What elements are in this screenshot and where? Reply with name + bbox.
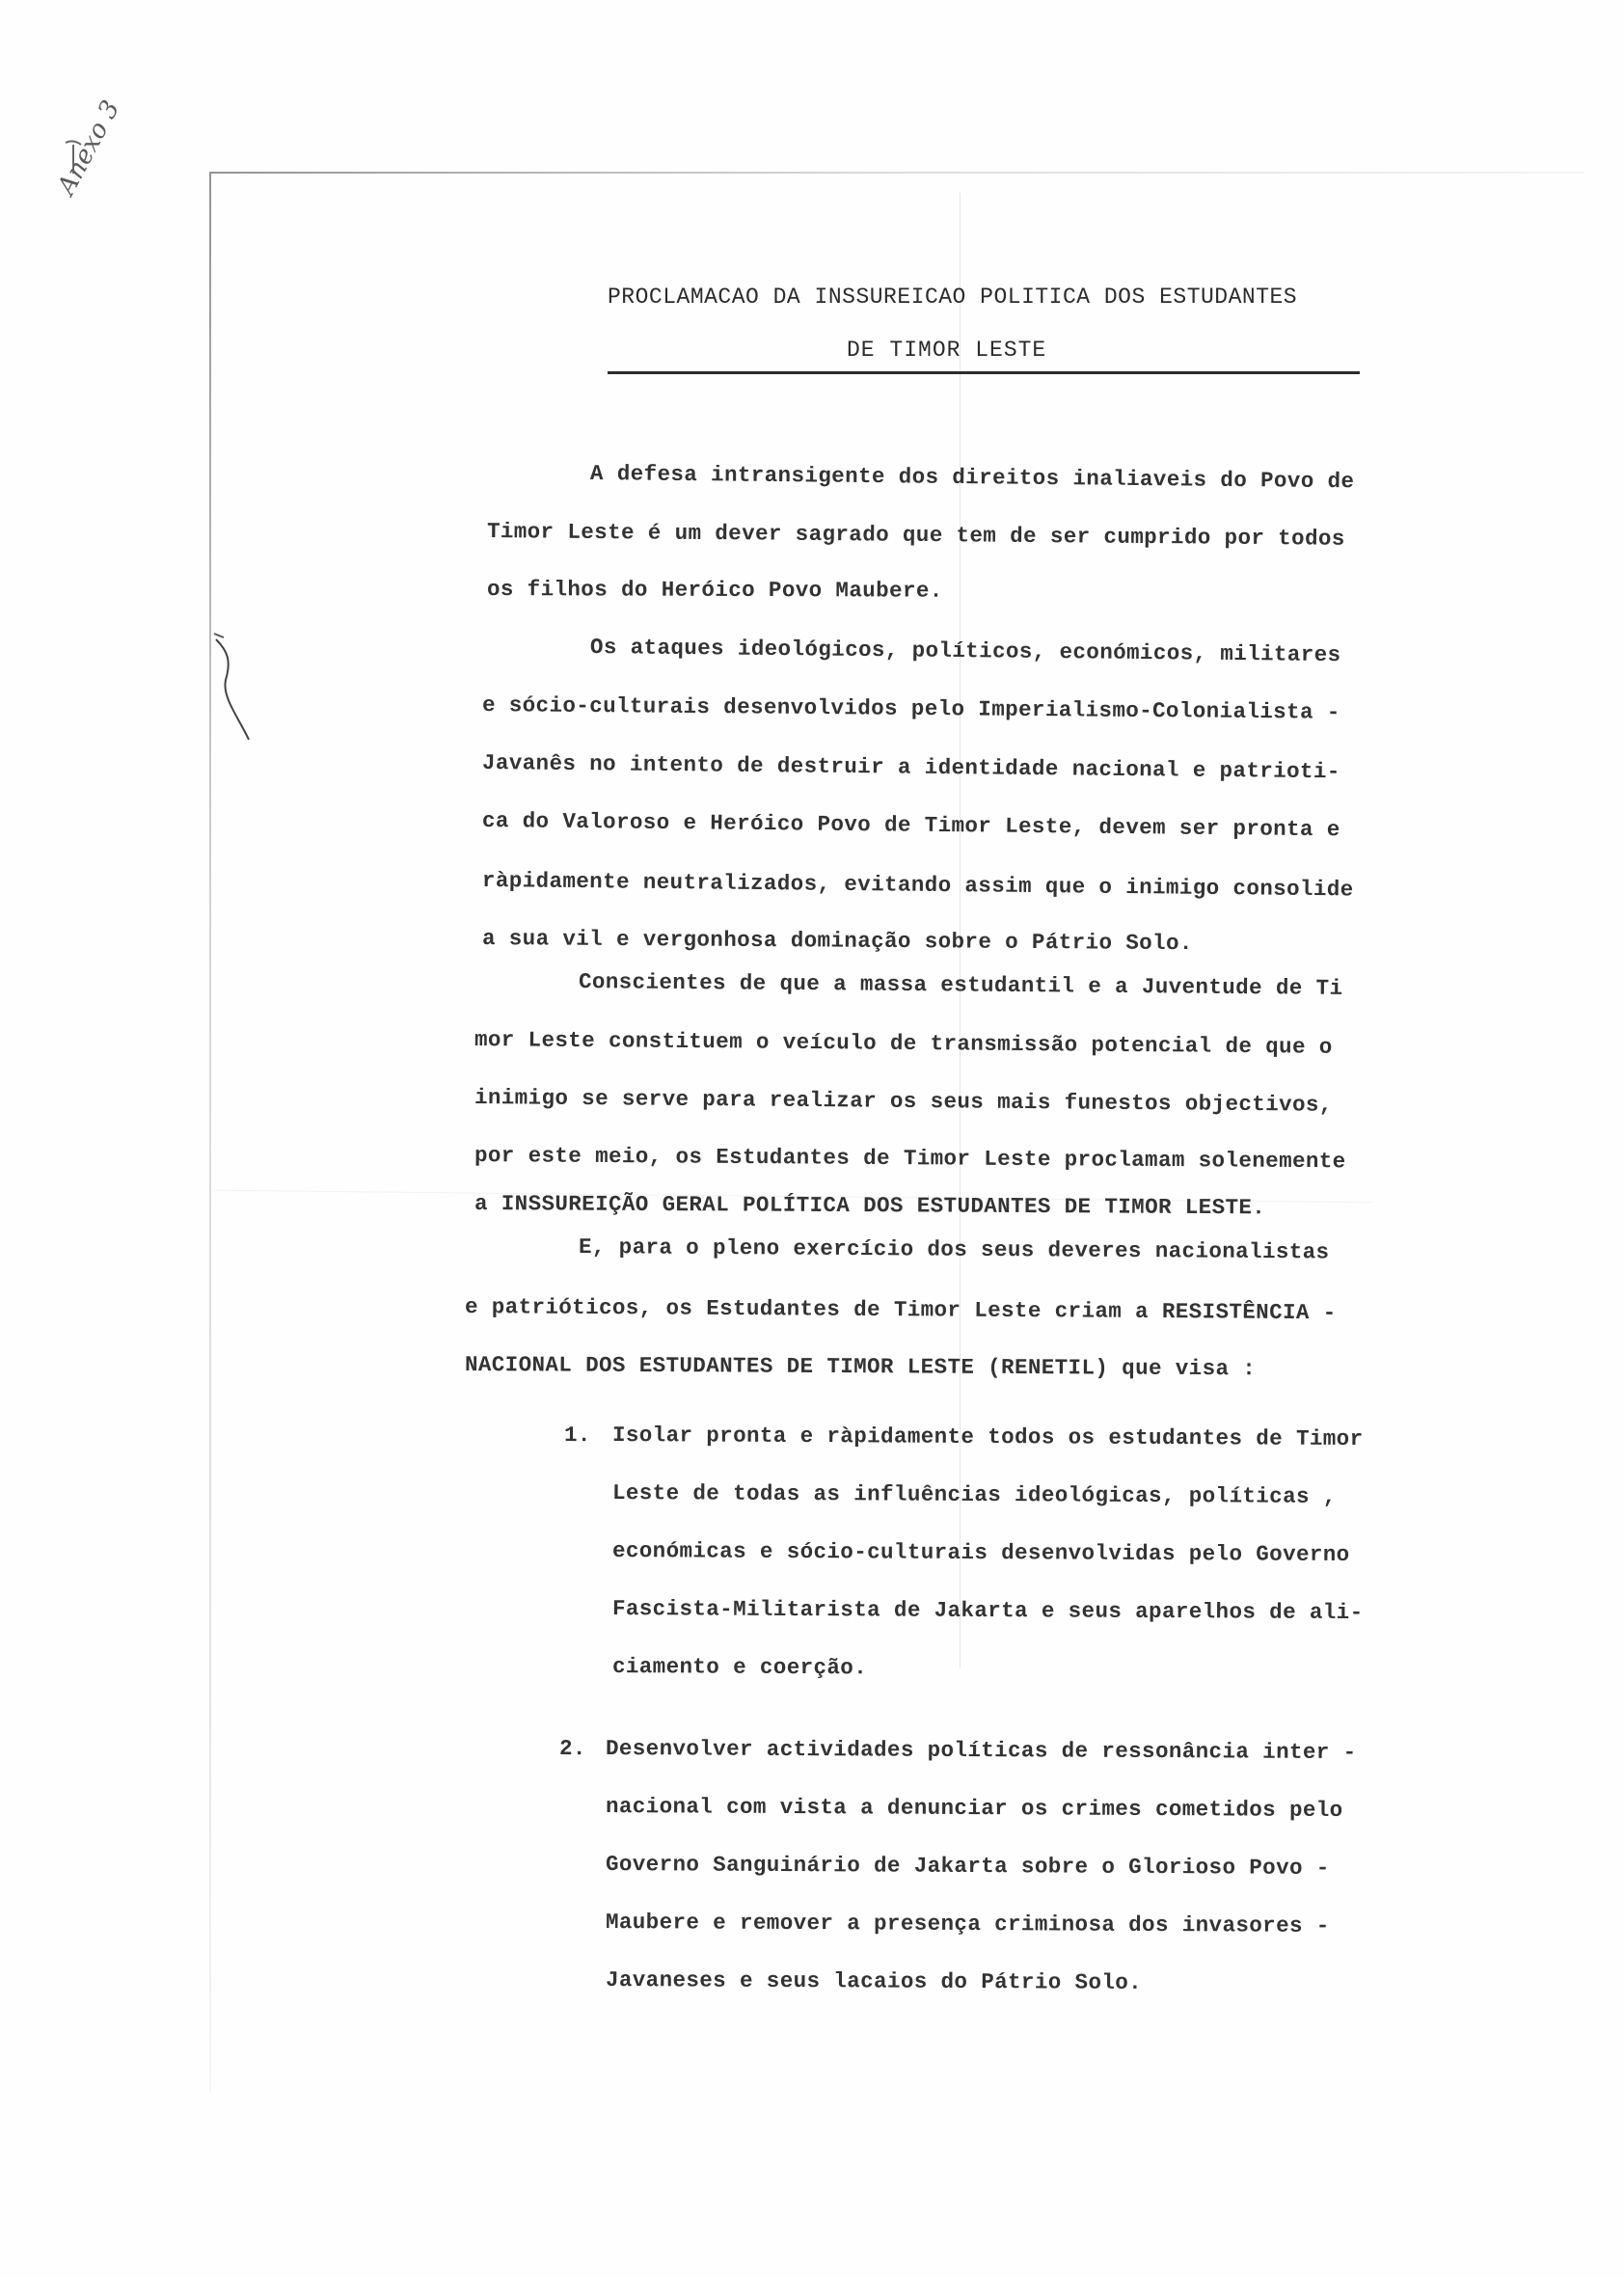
- paragraph-1-line: os filhos do Heróico Povo Maubere.: [486, 577, 943, 604]
- paragraph-2-line: ca do Valoroso e Heróico Povo de Timor Leste, devem ser pronta e: [481, 808, 1340, 843]
- list-item-1-line: ciamento e coerção.: [611, 1654, 868, 1681]
- list-item-1-line: Fascista-Militarista de Jakarta e seus aparelhos de ali-: [611, 1596, 1364, 1626]
- list-item-1-line: económicas e sócio-culturais desenvolvidas pelo Governo: [611, 1538, 1350, 1568]
- margin-tick-mark: [60, 135, 89, 183]
- paragraph-1-line: Timor Leste é um dever sagrado que tem de ser cumprido por todos: [486, 519, 1345, 552]
- paragraph-3-line: a INSSUREIÇÃO GERAL POLÍTICA DOS ESTUDANTES DE TIMOR LESTE.: [474, 1191, 1266, 1221]
- paragraph-3-line: por este meio, os Estudantes de Timor Leste proclamam solenemente: [474, 1143, 1346, 1175]
- document-subtitle: DE TIMOR LESTE: [847, 338, 1047, 363]
- paragraph-4-line: NACIONAL DOS ESTUDANTES DE TIMOR LESTE (RENETIL) que visa :: [464, 1352, 1257, 1382]
- paragraph-2-line: Os ataques ideológicos, políticos, económicos, militares: [589, 635, 1341, 668]
- list-item-2-line: Javaneses e seus lacaios do Pátrio Solo.: [605, 1967, 1143, 1995]
- scan-edge-left: [209, 174, 211, 2093]
- list-item-2-line: Desenvolver actividades políticas de ressonância inter -: [605, 1736, 1357, 1766]
- paragraph-2-line: e sócio-culturais desenvolvidos pelo Imperialismo-Colonialista -: [481, 692, 1340, 725]
- margin-note-text: Anexo 3: [52, 95, 126, 201]
- paragraph-3-line: inimigo se serve para realizar os seus mais funestos objectivos,: [474, 1085, 1333, 1118]
- title-underline: [608, 371, 1360, 374]
- paragraph-3-line: Conscientes de que a massa estudantil e a Juventude de Ti: [578, 969, 1343, 1001]
- paragraph-2-line: Javanês no intento de destruir a identidade nacional e patrioti-: [481, 750, 1340, 785]
- paragraph-2-line: a sua vil e vergonhosa dominação sobre o Pátrio Solo.: [481, 926, 1193, 957]
- list-item-1-line: Leste de todas as influências ideológicas, políticas ,: [611, 1480, 1337, 1509]
- list-item-2-line: Maubere e remover a presença criminosa dos invasores -: [605, 1910, 1330, 1938]
- list-item-number: 2.: [558, 1736, 586, 1762]
- paragraph-3-line: mor Leste constituem o veículo de transmissão potencial de que o: [474, 1027, 1333, 1060]
- list-item-number: 1.: [563, 1423, 591, 1449]
- paragraph-1-line: A defesa intransigente dos direitos inaliaveis do Povo de: [589, 461, 1355, 495]
- list-item-2-line: nacional com vista a denunciar os crimes cometidos pelo: [605, 1794, 1343, 1824]
- paragraph-4-line: E, para o pleno exercício dos seus deveres nacionalistas: [578, 1234, 1330, 1265]
- binding-mark: [210, 632, 268, 747]
- paragraph-4-line: e patrióticos, os Estudantes de Timor Leste criam a RESISTÊNCIA -: [464, 1294, 1337, 1326]
- list-item-1-line: Isolar pronta e ràpidamente todos os estudantes de Timor: [611, 1423, 1364, 1452]
- scan-edge-top: [209, 172, 1584, 174]
- list-item-2-line: Governo Sanguinário de Jakarta sobre o Glorioso Povo -: [605, 1852, 1330, 1881]
- document-title: PROCLAMACAO DA INSSUREICAO POLITICA DOS ESTUDANTES: [608, 285, 1298, 310]
- paragraph-2-line: ràpidamente neutralizados, evitando assim que o inimigo consolide: [481, 868, 1354, 903]
